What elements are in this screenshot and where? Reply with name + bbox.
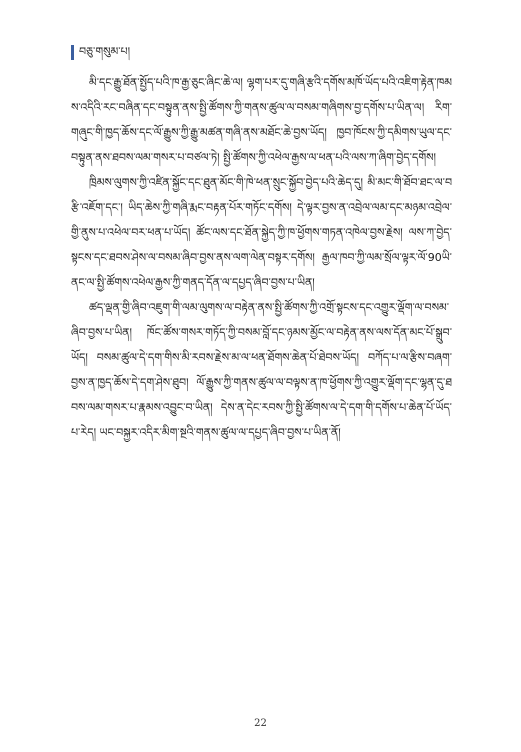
paragraph: མི་དང་རྒྱུ་ཐོན་སྤྱོད་པའི་ཁ་རྒྱ་ཅུང་ཞིང་ཆེ་ལ། ལྷག་པར་དུ་གཞི་རྩའི་དགོས་མཁོ་ཡོད་པའི་འཇིག་རྟེན་ཁམས་འདིའི་རང་བཞིན་དང་བསྟུན་ནས་སྤྱི་ཚོགས་ཀྱི་གནས་ཚུལ་ལ་བསམ་གཞིགས་བྱ་དགོས་པ་ཡིན་ལ། རིག་གཞུང་གི་ཁྱད་ཆོས་དང་ལོ་རྒྱུས་ཀྱི་རྒྱུ་མཚན་གཞི་ནས་མཐོང་ཆེ་བྱས་ཡོད། ཁྱབ་ཁོངས་ཀྱི་དམིགས་ཡུལ་དང་བསྟུན་ནས་ཐབས་ལམ་གསར་པ་བཙལ་ཏེ། སྤྱི་ཚོགས་ཀྱི་འཕེལ་རྒྱས་ལ་ཕན་པའི་ལས་ཀ་ཞིག་བྱེད་དགོས།	[71, 76, 452, 164]
paragraph: ཚད་ལྡན་གྱི་ཞིབ་འཇུག་གི་ལམ་ལུགས་ལ་བརྟེན་ནས་སྤྱི་ཚོགས་ཀྱི་འགྲོ་སྟངས་དང་འགྱུར་ལྡོག་ལ་བསམ་ཞིབ་བྱས་པ་ཡིན། ཁོང་ཚོས་གསར་གཏོད་ཀྱི་བསམ་བློ་དང་ཉམས་མྱོང་ལ་བརྟེན་ནས་ལས་དོན་མང་པོ་སྒྲུབ་ཡོད། བསམ་ཚུལ་དེ་དག་གིས་མི་རབས་རྗེས་མ་ལ་ཕན་ཐོགས་ཆེན་པོ་ཐེབས་ཡོད། བཀོད་པ་ལ་རྩིས་བཞག་བྱས་ན་ཁྱད་ཆོས་དེ་དག་ཤེས་ཐུབ། ལོ་རྒྱུས་ཀྱི་གནས་ཚུལ་ལ་བལྟས་ན་ཁ་ཕྱོགས་ཀྱི་འགྱུར་ལྡོག་དང་ལྷན་དུ་ཐབས་ལམ་གསར་པ་རྣམས་འབྱུང་བ་ཡིན། དེས་ན་དེང་རབས་ཀྱི་སྤྱི་ཚོགས་ལ་དེ་དག་གི་དགོས་པ་ཆེན་པོ་ཡོད་པ་རེད། ཡང་བསྐྱར་འདིར་མིག་སྔའི་གནས་ཚུལ་ལ་དཔྱད་ཞིབ་བྱས་པ་ཡིན་ནོ།	[71, 301, 452, 439]
heading-marker	[71, 45, 74, 60]
body-text	[71, 70, 452, 445]
page-number: 22	[254, 718, 267, 729]
section-heading	[71, 44, 130, 60]
paragraph: ཁྲིམས་ལུགས་ཀྱི་འཛིན་སྐྱོང་དང་ཐུན་མོང་གི་ཁེ་ཕན་སྲུང་སྐྱོབ་བྱེད་པའི་ཆེད་དུ། མི་མང་གི་ཐོབ་ཐང་ལ་བརྩི་འཇོག་དང་། ཡིད་ཆེས་ཀྱི་གཞི་རྨང་བརྟན་པོར་གཏོང་དགོས། དེ་ལྟར་བྱས་ན་འབྲེལ་ལམ་དང་མཉམ་འབྲེལ་གྱི་ནུས་པ་འཕེལ་བར་ཕན་པ་ཡོད། ཚོང་ལས་དང་ཐོན་སྐྱེད་ཀྱི་ཁ་ཕྱོགས་གཏན་འཁེལ་བྱས་རྗེས། ལས་ཀ་བྱེད་སྟངས་དང་ཐབས་ཤེས་ལ་བསམ་ཞིབ་བྱས་ནས་ལག་ལེན་བསྟར་དགོས། རྒྱལ་ཁབ་ཀྱི་ལམ་སྲོལ་ལྟར་ལོ་90ཡི་ནང་ལ་སྤྱི་ཚོགས་འཕེལ་རྒྱས་ཀྱི་གནད་དོན་ལ་དཔྱད་ཞིབ་བྱས་པ་ཡིན།	[71, 176, 452, 289]
section-title: བཅུ་གསུམ་པ།	[79, 45, 131, 58]
